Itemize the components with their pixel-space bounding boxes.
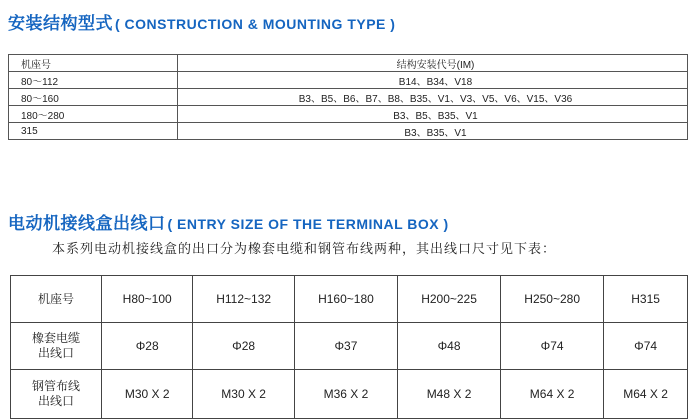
value-cell: Φ28 — [193, 323, 295, 370]
table-header-row — [9, 55, 688, 72]
row-label-line: 橡套电缆 — [31, 331, 80, 345]
column-header: H160~180 — [294, 276, 397, 323]
value-cell: M36 X 2 — [294, 370, 397, 419]
column-header: H315 — [604, 276, 688, 323]
column-header: H112~132 — [193, 276, 295, 323]
table-row — [9, 123, 688, 140]
section1-title — [8, 9, 395, 34]
column-header: H250~280 — [501, 276, 604, 323]
frame-size-cell: 80～112 — [9, 72, 178, 89]
table-row — [9, 72, 688, 89]
mounting-type-table — [8, 54, 688, 140]
column-header: H80~100 — [102, 276, 193, 323]
table-row-steel-pipe — [11, 370, 688, 419]
value-cell: M30 X 2 — [193, 370, 295, 419]
table-row-rubber-cable — [11, 323, 688, 370]
im-code-cell: B14、B34、V18 — [178, 72, 688, 89]
value-cell: M64 X 2 — [501, 370, 604, 419]
table-header-row — [11, 276, 688, 323]
value-cell: M48 X 2 — [398, 370, 501, 419]
column-header: H200~225 — [398, 276, 501, 323]
value-cell: M64 X 2 — [604, 370, 688, 419]
terminal-box-table — [10, 275, 688, 419]
value-cell: Φ74 — [501, 323, 604, 370]
section2-description: 本系列电动机接线盒的出口分为橡套电缆和钢管布线两种，其出线口尺寸见下表： — [52, 242, 557, 257]
header-im-code: 结构安装代号(IM) — [178, 55, 688, 72]
row-label-line: 出线口 — [37, 394, 74, 408]
frame-size-cell: 315 — [9, 123, 178, 140]
section1-title-en: ( CONSTRUCTION & MOUNTING TYPE ) — [115, 16, 396, 32]
value-cell: M30 X 2 — [102, 370, 193, 419]
section2-title — [8, 209, 449, 234]
row-label-line: 出线口 — [37, 346, 74, 360]
row-label-steel-pipe — [11, 370, 102, 419]
row-label-line: 钢管布线 — [31, 379, 80, 393]
row-label-rubber-cable — [11, 323, 102, 370]
section1-title-cn: 安装结构型式 — [8, 14, 113, 34]
frame-size-cell: 180～280 — [9, 106, 178, 123]
im-code-cell: B3、B5、B6、B7、B8、B35、V1、V3、V5、V6、V15、V36 — [178, 89, 688, 106]
table-row — [9, 106, 688, 123]
header-frame-size: 机座号 — [9, 55, 178, 72]
value-cell: Φ74 — [604, 323, 688, 370]
value-cell: Φ48 — [398, 323, 501, 370]
im-code-cell: B3、B5、B35、V1 — [178, 106, 688, 123]
im-code-cell: B3、B35、V1 — [178, 123, 688, 140]
value-cell: Φ28 — [102, 323, 193, 370]
value-cell: Φ37 — [294, 323, 397, 370]
table-row — [9, 89, 688, 106]
section2-title-en: ( ENTRY SIZE OF THE TERMINAL BOX ) — [167, 216, 449, 232]
frame-size-cell: 80～160 — [9, 89, 178, 106]
section2-title-cn: 电动机接线盒出线口 — [8, 214, 166, 234]
header-frame-size: 机座号 — [11, 276, 102, 323]
